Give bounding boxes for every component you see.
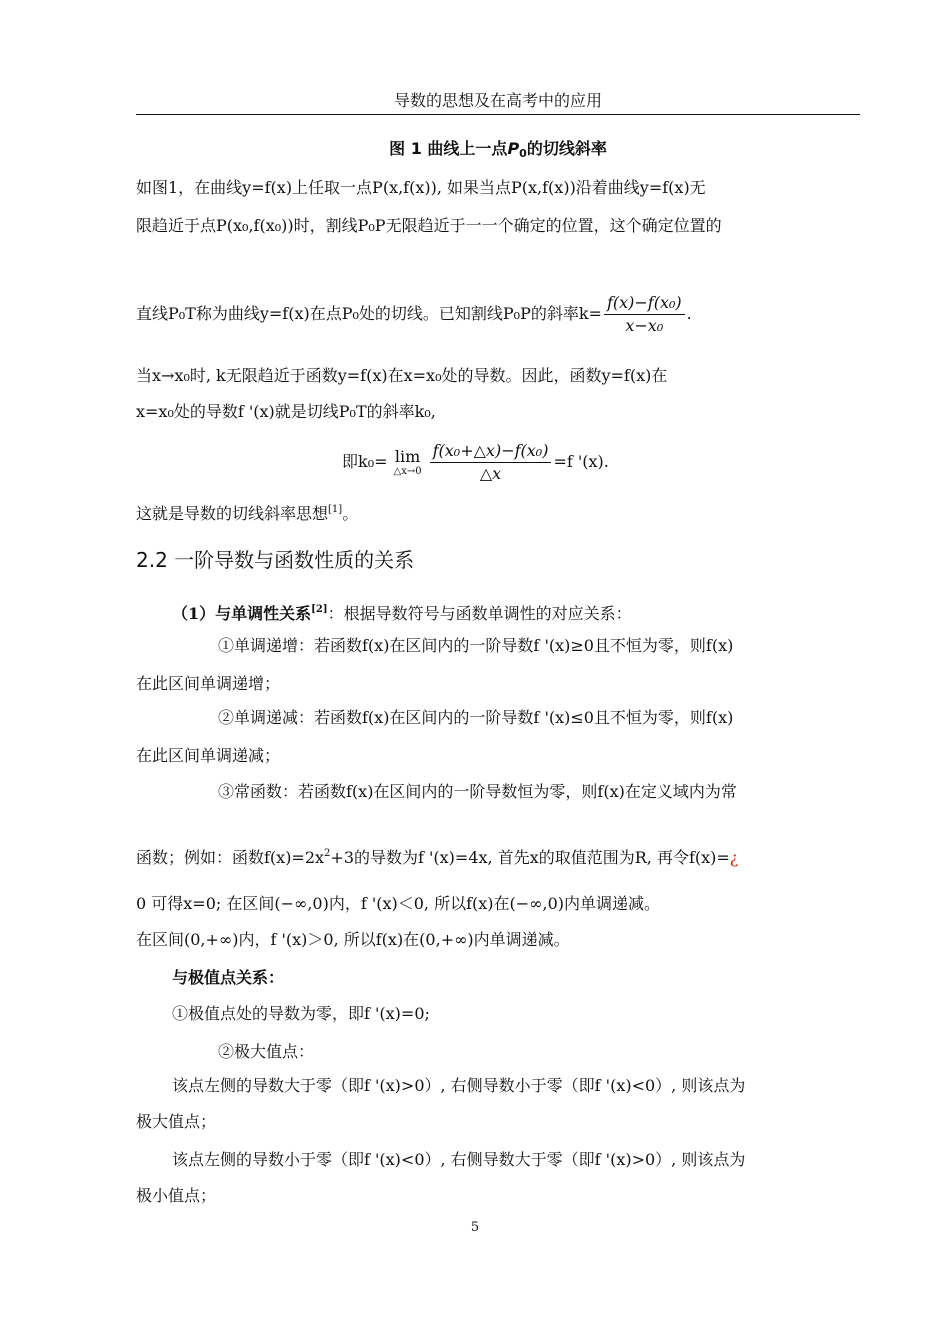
extreme-heading: 与极值点关系：: [172, 968, 285, 987]
decreasing-rule: ②单调递减：若函数f(x)在区间内的一阶导数f '(x)≤0且不恒为零，则f(x): [218, 708, 734, 727]
decreasing-rule-cont: 在此区间单调递减；: [136, 746, 281, 765]
example-text: 函数；例如：函数f(x)=2x: [136, 848, 325, 867]
quotient-denominator: △x: [479, 464, 502, 483]
section-heading: [136, 546, 414, 574]
section-number: 2.2: [136, 548, 168, 572]
conclusion-text: 这就是导数的切线斜率思想: [136, 504, 329, 523]
citation-1: [1]: [328, 504, 343, 515]
quotient-numerator: f(x₀+△x)−f(x₀): [430, 440, 552, 463]
limit-subscript: △x→0: [393, 465, 422, 477]
example-line-3: 在区间(0,+∞)内，f '(x)＞0, 所以f(x)在(0,+∞)内单调递减。: [136, 930, 570, 949]
increasing-rule-cont: 在此区间单调递增；: [136, 674, 281, 693]
slope-period: .: [686, 304, 692, 323]
citation-2: [2]: [311, 604, 328, 615]
caption-p-sub: 0: [519, 147, 527, 160]
para-line-1: 如图1，在曲线y=f(x)上任取一点P(x,f(x)), 如果当点P(x,f(x))沿着曲线y=f(x)无: [136, 178, 706, 197]
section-title: 一阶导数与函数性质的关系: [174, 548, 415, 572]
para-line-5: x=x₀处的导数f '(x)就是切线P₀T的斜率k₀,: [136, 402, 436, 421]
minimum-rule: 该点左侧的导数小于零（即f '(x)<0）, 右侧导数大于零（即f '(x)>0）, 则该点为: [172, 1150, 746, 1169]
broken-glyph: ¿: [729, 848, 739, 867]
conclusion-end: 。: [342, 504, 359, 523]
formula-rhs: =f '(x).: [553, 452, 609, 471]
limit-formula: [342, 440, 609, 485]
limit-word: lim: [394, 446, 421, 466]
slope-fraction: [604, 292, 685, 337]
header-rule: [136, 114, 860, 115]
slope-numerator: f(x)−f(x₀): [604, 292, 685, 315]
limit-operator: [394, 448, 422, 478]
maximum-rule-cont: 极大值点；: [136, 1112, 217, 1131]
example-exponent: 2: [324, 848, 331, 859]
extreme-rule-2: ②极大值点：: [218, 1042, 315, 1061]
slope-text: 直线P₀T称为曲线y=f(x)在点P₀处的切线。已知割线P₀P的斜率k=: [136, 304, 602, 323]
para-line-7: [136, 498, 358, 526]
para-line-4: 当x→x₀时, k无限趋近于函数y=f(x)在x=x₀处的导数。因此，函数y=f(x)在: [136, 366, 668, 385]
caption-suffix: 的切线斜率: [526, 139, 607, 158]
difference-quotient: [430, 440, 552, 485]
page-number: 5: [470, 1220, 480, 1235]
monotonic-heading: [172, 598, 632, 626]
increasing-rule: ①单调递增：若函数f(x)在区间内的一阶导数f '(x)≥0且不恒为零，则f(x): [218, 636, 734, 655]
monotonic-intro: ：根据导数符号与函数单调性的对应关系：: [327, 604, 632, 623]
monotonic-label: （1）与单调性关系: [172, 604, 312, 623]
para-line-2: 限趋近于点P(x₀,f(x₀))时，割线P₀P无限趋近于一一个确定的位置，这个确定位置的: [136, 216, 722, 235]
caption-p: P: [507, 139, 520, 158]
formula-lhs: 即k₀=: [342, 452, 388, 471]
maximum-rule: 该点左侧的导数大于零（即f '(x)>0）, 右侧导数小于零（即f '(x)<0）, 则该点为: [172, 1076, 746, 1095]
caption-prefix: 图 1 曲线上一点: [389, 139, 508, 158]
figure-caption: [136, 138, 860, 165]
example-text-cont: +3的导数为f '(x)=4x, 首先x的取值范围为R, 再令f(x)=: [330, 848, 730, 867]
minimum-rule-cont: 极小值点；: [136, 1186, 217, 1205]
example-line-2: 0 可得x=0; 在区间(−∞,0)内，f '(x)＜0, 所以f(x)在(−∞,0)内单调递减。: [136, 894, 661, 913]
constant-rule: ③常函数：若函数f(x)在区间内的一阶导数恒为零，则f(x)在定义域内为常: [218, 782, 737, 801]
para-line-3: [136, 292, 692, 337]
example-line-1: [136, 842, 738, 870]
extreme-rule-1: ①极值点处的导数为零，即f '(x)=0;: [172, 1004, 430, 1023]
slope-denominator: x−x₀: [625, 316, 664, 335]
running-header: 导数的思想及在高考中的应用: [393, 91, 602, 110]
